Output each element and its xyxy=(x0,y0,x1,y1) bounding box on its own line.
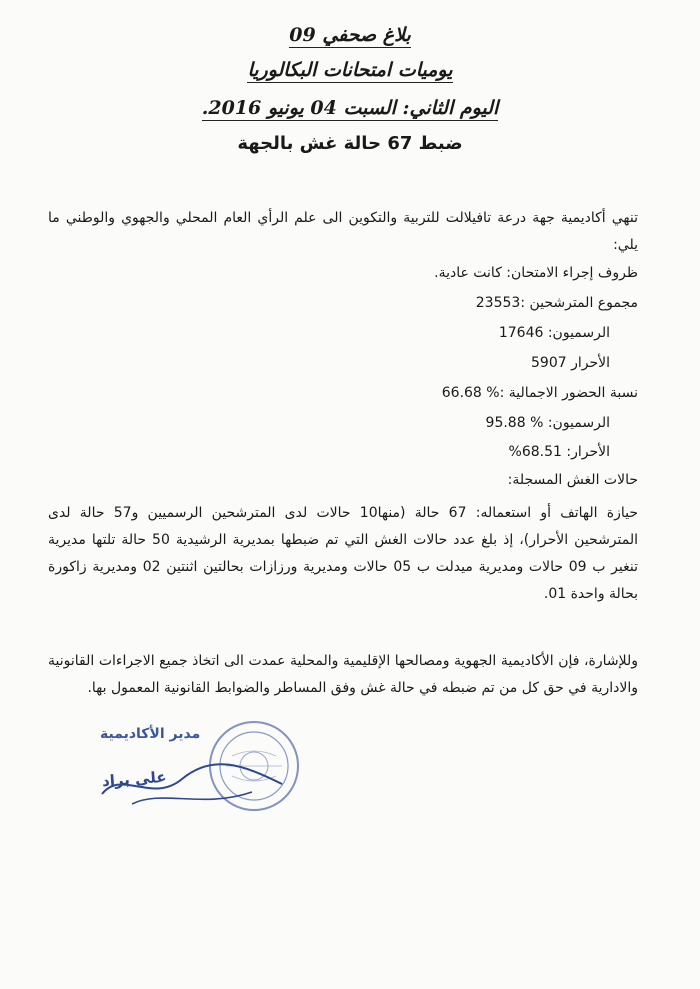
exam-series-title-text: يوميات امتحانات البكالوريا xyxy=(247,59,453,81)
cheating-details-paragraph: حيازة الهاتف أو استعماله: 67 حالة (منها10 حالات لدى المترشحين الرسميين و57 حالة لدى المترشحين الأحرار)، إذ بلغ عدد حالات الغش التي تم ضبطها بمديرية الرشيدية 50 حالة تلتها مديرية تنغير ب 09 حالات ومديرية ميدلت ب 05 حالات ومديرية ورزازات بحالتين اثنتين 02 ومديرية زاكورة بحالة واحدة 01. xyxy=(48,505,639,602)
signatory-title: مدير الأكاديمية xyxy=(100,726,201,742)
official-attendance-rate: الرسميون: % 95.88 xyxy=(485,415,610,431)
total-candidates: مجموع المترشحين :23553 xyxy=(475,295,638,311)
free-attendance-rate: الأحرار: 68.51% xyxy=(508,444,610,460)
intro-paragraph: تنهي أكاديمية جهة درعة تافيلالت للتربية والتكوين الى علم الرأي العام المحلي والجهوي والوطني ما يلي: xyxy=(48,210,638,253)
press-release-number-text: بلاغ صحفي 09 xyxy=(289,24,411,46)
attendance-rate: نسبة الحضور الاجمالية :% 66.68 xyxy=(441,385,638,401)
exam-day-date-text: اليوم الثاني: السبت 04 يونيو 2016. xyxy=(201,97,499,119)
signatory-name: علي براد xyxy=(101,767,168,791)
press-release-number xyxy=(0,24,700,48)
free-candidates: الأحرار 5907 xyxy=(531,355,610,371)
headline-text: ضبط 67 حالة غش بالجهة xyxy=(237,133,463,154)
cheating-cases-heading: حالات الغش المسجلة: xyxy=(507,472,638,488)
closing-paragraph: وللإشارة، فإن الأكاديمية الجهوية ومصالحها الإقليمية والمحلية عمدت الى اتخاذ جميع الاجراءات القانونية والادارية في حق كل من تم ضبطه في حالة غش وفق المساطر والضوابط القانونية المعمول بها. xyxy=(48,653,638,696)
signature-block xyxy=(86,718,336,828)
exam-day-date xyxy=(0,97,700,121)
headline xyxy=(0,133,700,154)
exam-series-title xyxy=(0,59,700,83)
exam-conditions: ظروف إجراء الامتحان: كانت عادية. xyxy=(434,265,638,281)
official-candidates: الرسميون: 17646 xyxy=(498,325,610,341)
